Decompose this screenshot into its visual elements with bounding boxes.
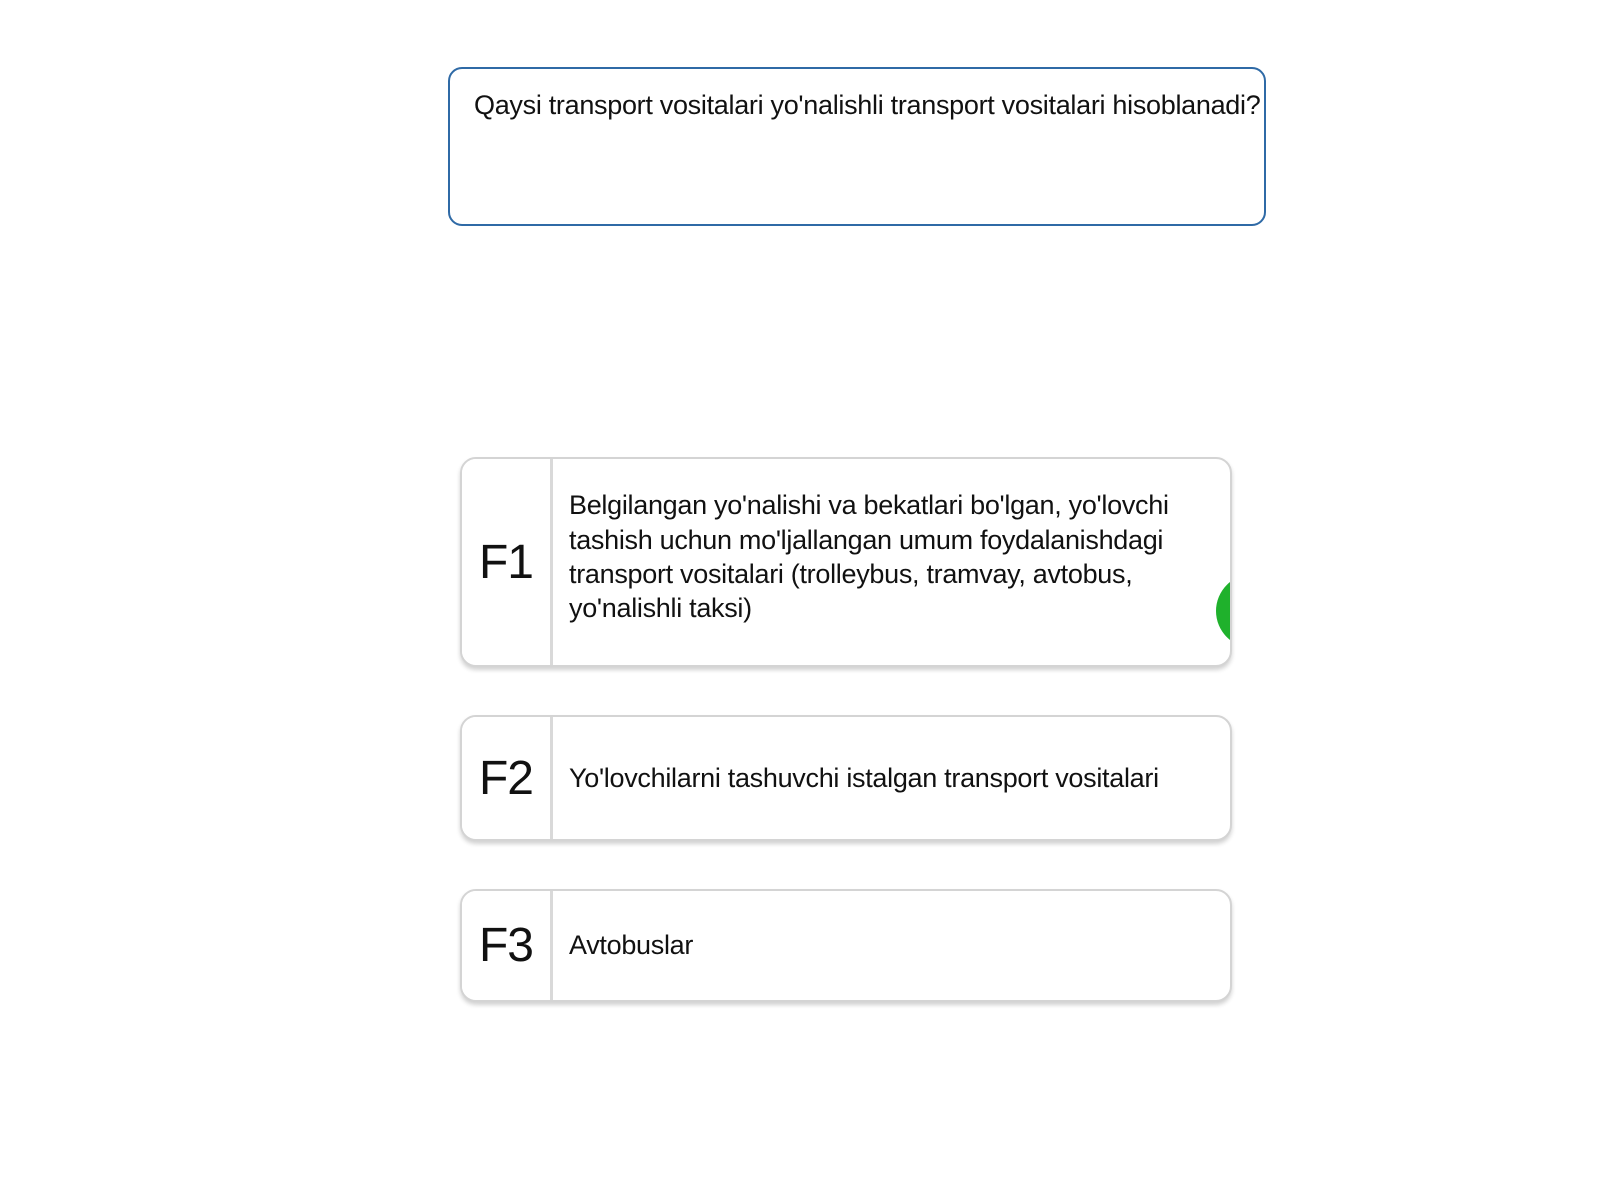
question-box xyxy=(448,67,1266,226)
answer-key-f1: F1 xyxy=(462,459,553,665)
question-text: Qaysi transport vositalari yo'nalishli transport vositalari hisoblanadi? xyxy=(474,90,1261,120)
answer-option-f3[interactable] xyxy=(460,889,1232,1002)
check-circle-icon xyxy=(1216,574,1232,648)
answer-body-f2 xyxy=(553,717,1230,839)
answer-option-f1[interactable] xyxy=(460,457,1232,667)
answer-body-f3 xyxy=(553,891,1230,1000)
answer-text-f2: Yo'lovchilarni tashuvchi istalgan transport vositalari xyxy=(569,762,1159,793)
answer-text-f1: Belgilangan yo'nalishi va bekatlari bo'lgan, yo'lovchi tashish uchun mo'ljallangan umum foydalanishdagi transport vositalari (trolleybus, tramvay, avtobus, yo'nalishli taksi) xyxy=(569,490,1169,624)
answer-key-f2: F2 xyxy=(462,717,553,839)
answer-key-f3: F3 xyxy=(462,891,553,1000)
answer-text-f3: Avtobuslar xyxy=(569,930,694,961)
answer-body-f1 xyxy=(553,459,1230,665)
answer-option-f2[interactable] xyxy=(460,715,1232,841)
